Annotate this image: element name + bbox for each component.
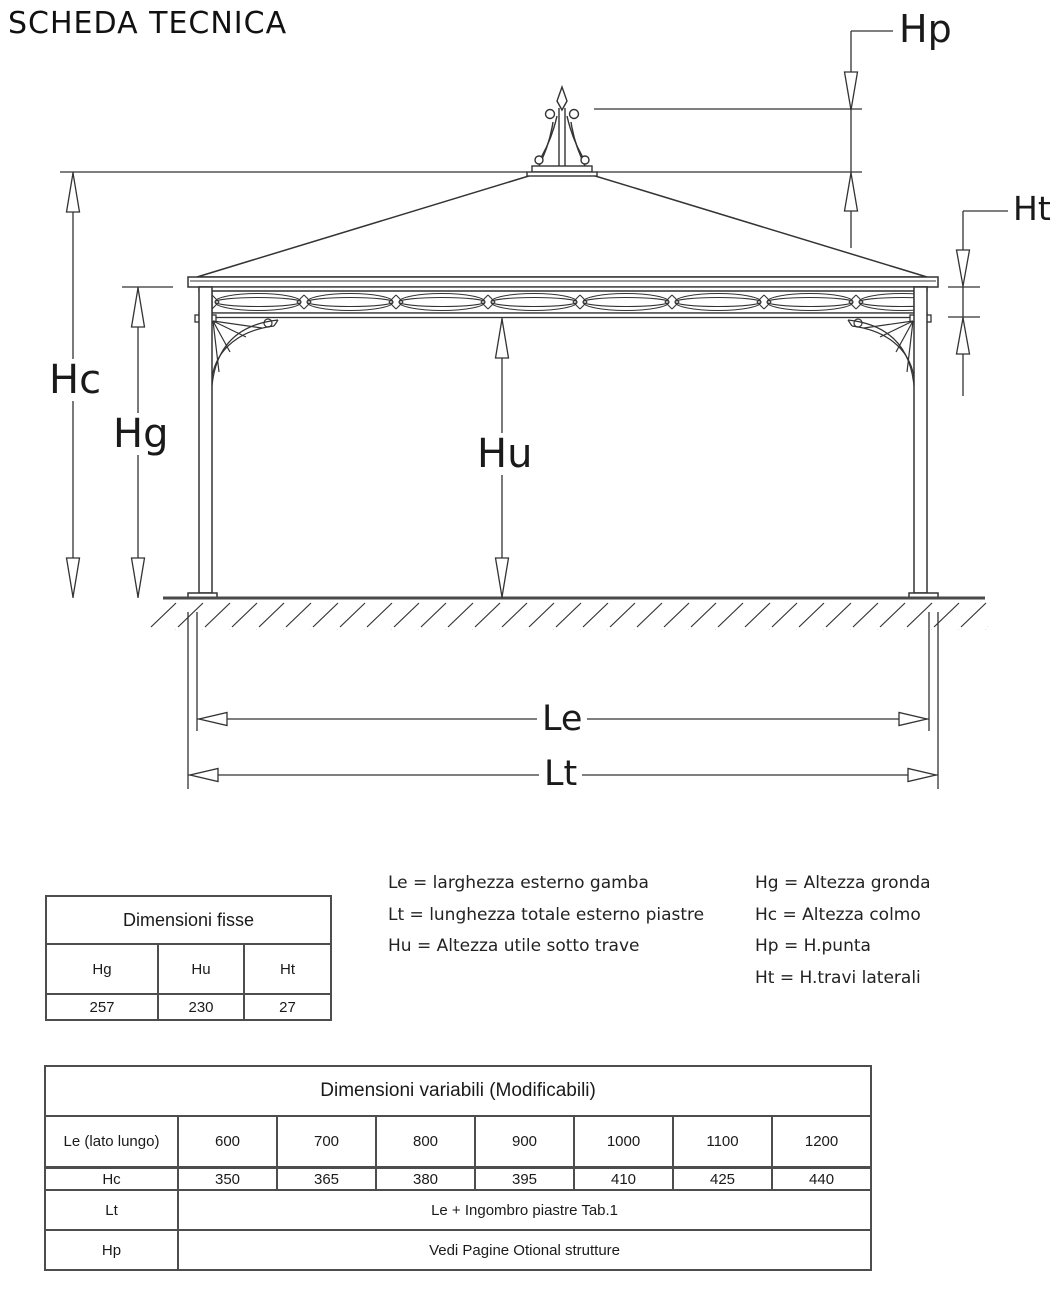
row-value-lt: Le + Ingombro piastre Tab.1	[178, 1190, 871, 1230]
legend-item: Ht = H.travi laterali	[755, 968, 921, 989]
fixed-table-value: 230	[158, 994, 244, 1020]
dimension-label-ht: Ht	[1008, 192, 1056, 227]
table-cell: 380	[376, 1168, 475, 1191]
table-cell: 800	[376, 1116, 475, 1168]
row-value-hp: Vedi Pagine Otional strutture	[178, 1230, 871, 1270]
row-label-hc: Hc	[45, 1168, 178, 1191]
row-label-lt: Lt	[45, 1190, 178, 1230]
legend-item: Le = larghezza esterno gamba	[388, 873, 649, 893]
table-cell: 440	[772, 1168, 871, 1191]
gazebo-posts	[188, 287, 938, 598]
fixed-table-value: 257	[46, 994, 158, 1020]
table-cell: 365	[277, 1168, 376, 1191]
ground	[150, 598, 988, 630]
dimension-label-hp: Hp	[894, 10, 957, 50]
fixed-table-title: Dimensioni fisse	[46, 896, 331, 944]
corner-bracket-left	[212, 319, 278, 386]
dimension-label-le: Le	[537, 701, 587, 738]
table-cell: 350	[178, 1168, 277, 1191]
legend-item: Hg = Altezza gronda	[755, 873, 931, 893]
table-cell: 425	[673, 1168, 772, 1191]
eave-beam-frieze	[195, 287, 931, 322]
corner-bracket-right	[848, 319, 914, 386]
row-label-le: Le (lato lungo)	[45, 1116, 178, 1168]
legend-right-column	[755, 868, 931, 995]
table-cell: 1000	[574, 1116, 673, 1168]
table-cell: 700	[277, 1116, 376, 1168]
fixed-table-header: Hg	[46, 944, 158, 994]
dimension-label-hu: Hu	[472, 433, 537, 475]
page-title: SCHEDA TECNICA	[8, 6, 288, 41]
fixed-table-value: 27	[244, 994, 331, 1020]
row-label-hp: Hp	[45, 1230, 178, 1270]
table-cell: 1100	[673, 1116, 772, 1168]
table-cell: 410	[574, 1168, 673, 1191]
roof-finial	[527, 87, 597, 176]
fixed-table-header: Ht	[244, 944, 331, 994]
variable-dimensions-table	[44, 1065, 872, 1271]
dimension-label-hc: Hc	[44, 359, 106, 401]
fixed-table-header: Hu	[158, 944, 244, 994]
table-cell: 395	[475, 1168, 574, 1191]
dimension-label-hg: Hg	[108, 413, 173, 455]
dimension-ht	[948, 211, 1008, 396]
legend-item: Hu = Altezza utile sotto trave	[388, 936, 640, 957]
table-cell: 1200	[772, 1116, 871, 1168]
table-cell: 600	[178, 1116, 277, 1168]
legend-item: Lt = lunghezza totale esterno piastre	[388, 904, 705, 925]
dimension-label-lt: Lt	[539, 756, 582, 793]
legend-item: Hp = H.punta	[755, 936, 871, 957]
gazebo-roof	[188, 175, 938, 287]
fixed-dimensions-table	[45, 895, 332, 1021]
legend-item: Hc = Altezza colmo	[755, 904, 921, 925]
legend-left-column	[388, 868, 704, 963]
table-cell: 900	[475, 1116, 574, 1168]
variable-table-title: Dimensioni variabili (Modificabili)	[45, 1066, 871, 1116]
